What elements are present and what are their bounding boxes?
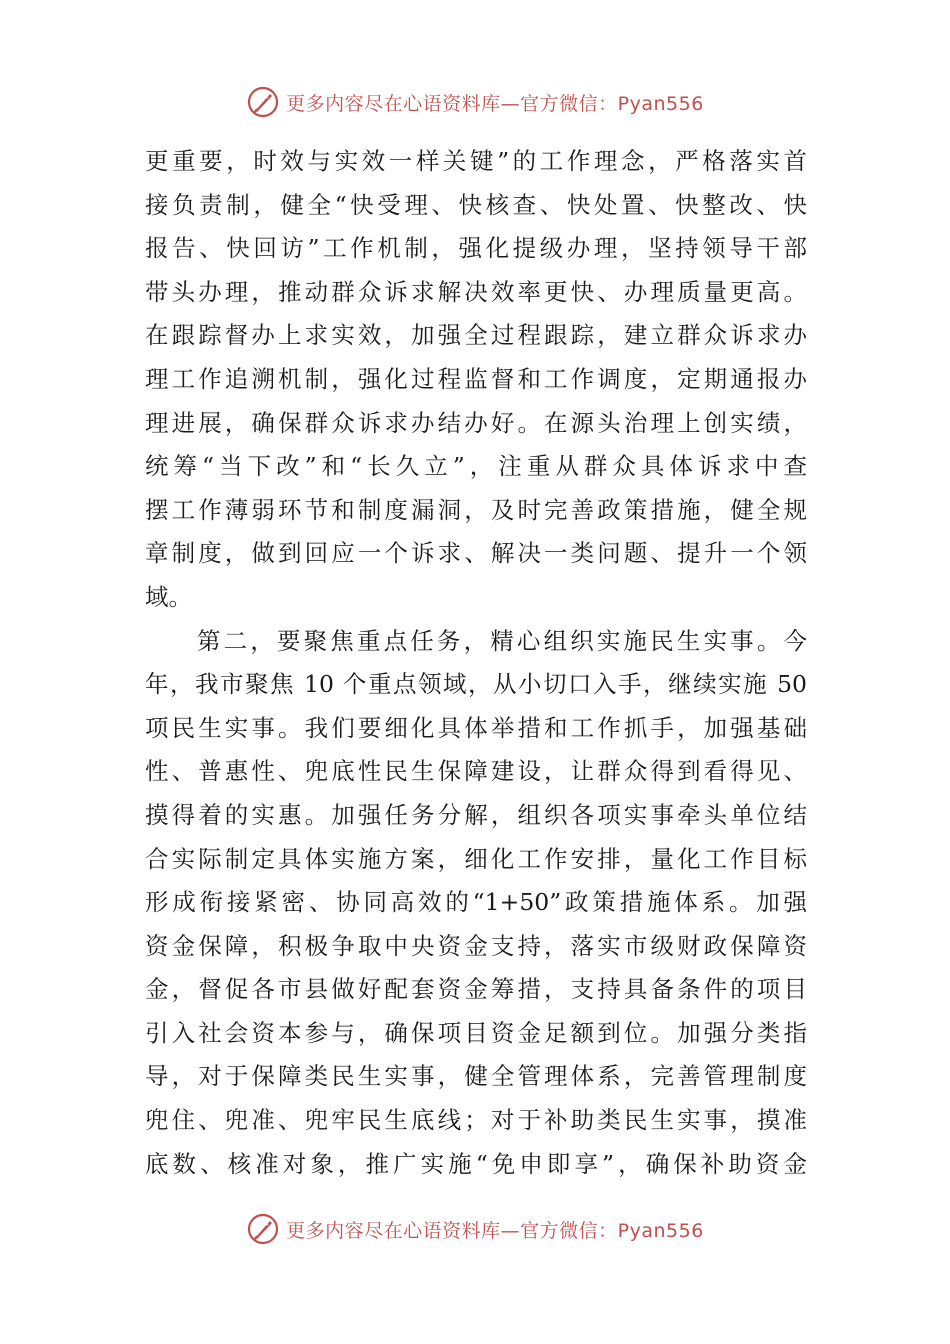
quill-logo-icon xyxy=(246,85,280,119)
footer-banner xyxy=(0,1207,950,1251)
text-line: 更重要，时效与实效一样关键”的工作理念，严格落实首 xyxy=(145,147,807,175)
text-line: 报告、快回访”工作机制，强化提级办理，坚持领导干部 xyxy=(145,234,807,263)
text-line: 引入社会资本参与，确保项目资金足额到位。加强分类指 xyxy=(145,1018,807,1047)
text-line: 统筹“当下改”和“长久立”，注重从群众具体诉求中查 xyxy=(145,452,807,481)
text-line: 理工作追溯机制，强化过程监督和工作调度，定期通报办 xyxy=(145,364,807,393)
header-banner-text: 更多内容尽在心语资料库—官方微信：Pyan556 xyxy=(286,92,704,115)
text-line: 理进展，确保群众诉求办结办好。在源头治理上创实绩， xyxy=(145,408,807,437)
header-banner xyxy=(0,80,950,124)
text-line: 接负责制，健全“快受理、快核查、快处置、快整改、快 xyxy=(145,190,807,219)
text-line: 底数、核准对象，推广实施“免申即享”，确保补助资金 xyxy=(145,1149,807,1178)
text-line: 摸得着的实惠。加强任务分解，组织各项实事牵头单位结 xyxy=(145,800,807,829)
text-line: 域。 xyxy=(145,582,192,611)
text-line: 摆工作薄弱环节和制度漏洞，及时完善政策措施，健全规 xyxy=(145,495,807,524)
text-line: 性、普惠性、兜底性民生保障建设，让群众得到看得见、 xyxy=(145,757,807,786)
text-line: 导，对于保障类民生实事，健全管理体系，完善管理制度 xyxy=(145,1062,807,1091)
document-body xyxy=(145,140,807,1186)
text-line: 金，督促各市县做好配套资金筹措，支持具备条件的项目 xyxy=(145,975,807,1004)
text-line: 资金保障，积极争取中央资金支持，落实市级财政保障资 xyxy=(145,931,807,960)
text-line: 形成衔接紧密、协同高效的“1+50”政策措施体系。加强 xyxy=(145,888,807,917)
text-line: 章制度，做到回应一个诉求、解决一类问题、提升一个领 xyxy=(145,539,807,568)
quill-logo-icon xyxy=(246,1212,280,1246)
text-line: 年，我市聚焦 10 个重点领域，从小切口入手，继续实施 50 xyxy=(145,670,807,699)
paragraph-first-line: 第二，要聚焦重点任务，精心组织实施民生实事。今 xyxy=(197,626,807,655)
text-line: 项民生实事。我们要细化具体举措和工作抓手，加强基础 xyxy=(145,713,807,742)
text-line: 兜住、兜准、兜牢民生底线；对于补助类民生实事，摸准 xyxy=(145,1106,807,1135)
footer-banner-text: 更多内容尽在心语资料库—官方微信：Pyan556 xyxy=(286,1219,704,1242)
text-line: 合实际制定具体实施方案，细化工作安排，量化工作目标 xyxy=(145,844,807,873)
text-line: 在跟踪督办上求实效，加强全过程跟踪，建立群众诉求办 xyxy=(145,321,807,350)
text-line: 带头办理，推动群众诉求解决效率更快、办理质量更高。 xyxy=(145,277,807,306)
